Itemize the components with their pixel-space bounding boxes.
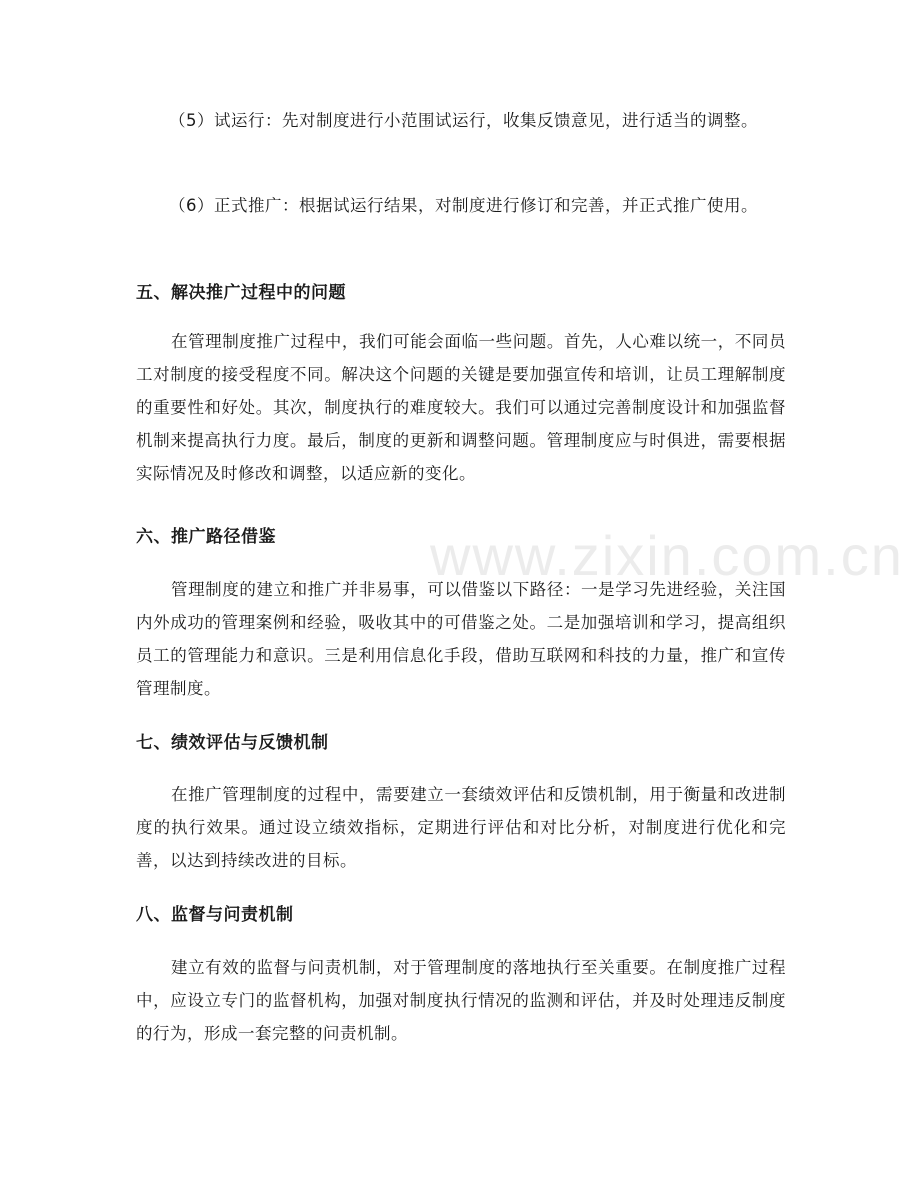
list-item-trial-run: （5）试运行：先对制度进行小范围试运行，收集反馈意见，进行适当的调整。 [169,111,758,130]
watermark: www.zixin.com.cn [430,524,904,587]
list-item-formal-rollout: （6）正式推广：根据试运行结果，对制度进行修订和完善，并正式推广使用。 [169,196,758,215]
section-paragraph-8: 建立有效的监督与问责机制，对于管理制度的落地执行至关重要。在制度推广过程中，应设立专门的监督机构，加强对制度执行情况的监测和评估，并及时处理违反制度的行为，形成一套完整的问责机制。 [136,958,786,1043]
section-heading-8: 八、监督与问责机制 [136,905,294,925]
section-paragraph-5: 在管理制度推广过程中，我们可能会面临一些问题。首先，人心难以统一，不同员工对制度的接受程度不同。解决这个问题的关键是要加强宣传和培训，让员工理解制度的重要性和好处。其次，制度执行的难度较大。我们可以通过完善制度设计和加强监督机制来提高执行力度。最后，制度的更新和调整问题。管理制度应与时俱进，需要根据实际情况及时修改和调整，以适应新的变化。 [136,332,786,483]
section-paragraph-6: 管理制度的建立和推广并非易事，可以借鉴以下路径：一是学习先进经验，关注国内外成功的管理案例和经验，吸收其中的可借鉴之处。二是加强培训和学习，提高组织员工的管理能力和意识。三是利用信息化手段，借助互联网和科技的力量，推广和宣传管理制度。 [136,580,786,698]
section-heading-7: 七、绩效评估与反馈机制 [136,733,329,753]
section-heading-6: 六、推广路径借鉴 [136,527,276,547]
section-heading-5: 五、解决推广过程中的问题 [136,283,346,303]
section-paragraph-7: 在推广管理制度的过程中，需要建立一套绩效评估和反馈机制，用于衡量和改进制度的执行效果。通过设立绩效指标，定期进行评估和对比分析，对制度进行优化和完善，以达到持续改进的目标。 [136,785,786,870]
